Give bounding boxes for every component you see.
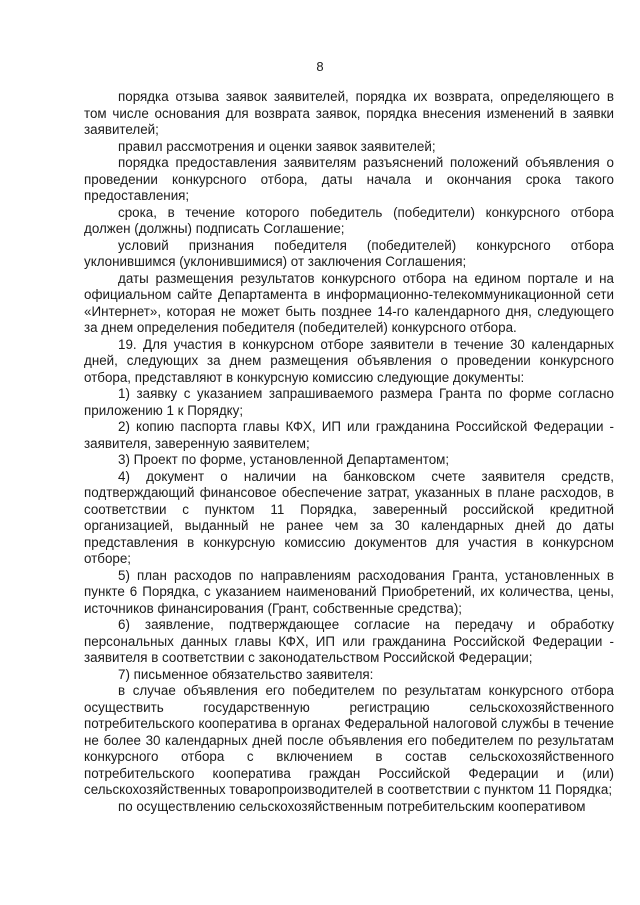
paragraph: 6) заявление, подтверждающее согласие на передачу и обработку персональных данных главы КФХ, ИП или гражданина Российской Федерации - заявителя в соответствии с законодательством Российской Федерации; — [84, 617, 614, 665]
paragraph: условий признания победителя (победителей) конкурсного отбора уклонившимся (уклонившимися) от заключения Соглашения; — [84, 237, 614, 269]
document-body — [84, 89, 614, 815]
paragraph: порядка отзыва заявок заявителей, порядка их возврата, определяющего в том числе основания для возврата заявок, порядка внесения изменений в заявки заявителей; — [84, 89, 614, 137]
paragraph: срока, в течение которого победитель (победители) конкурсного отбора должен (должны) подписать Соглашение; — [84, 204, 614, 236]
paragraph: 1) заявку с указанием запрашиваемого размера Гранта по форме согласно приложению 1 к Порядку; — [84, 386, 614, 418]
paragraph: порядка предоставления заявителям разъяснений положений объявления о проведении конкурсного отбора, даты начала и окончания срока такого предоставления; — [84, 155, 614, 203]
paragraph: 19. Для участия в конкурсном отборе заявители в течение 30 календарных дней, следующих за днем размещения объявления о проведении конкурсного отбора, представляют в конкурсную комиссию следующие документы: — [84, 336, 614, 385]
paragraph: 5) план расходов по направлениям расходования Гранта, установленных в пункте 6 Порядка, с указанием наименований Приобретений, их количества, цены, источников финансирования (Грант, собственные средства); — [84, 567, 614, 616]
page-number: 8 — [316, 59, 324, 74]
paragraph: правил рассмотрения и оценки заявок заявителей; — [118, 138, 436, 154]
paragraph: 2) копию паспорта главы КФХ, ИП или гражданина Российской Федерации - заявителя, заверенную заявителем; — [84, 419, 614, 451]
paragraph: по осуществлению сельскохозяйственным потребительским кооперативом — [118, 798, 586, 814]
paragraph: 4) документ о наличии на банковском счете заявителя средств, подтверждающий финансовое обеспечение затрат, указанных в плане расходов, в соответствии с пунктом 11 Порядка, заверенный российской кредитной организацией, выданный не ранее чем за 30 календарных дней до даты представления в конкурсную комиссию документов для участия в конкурсном отборе; — [84, 468, 614, 566]
paragraph: даты размещения результатов конкурсного отбора на едином портале и на официальном сайте Департамента в информационно-телекоммуникационной сети «Интернет», которая не может быть позднее 14-го календарного дня, следующего за днем определения победителя (победителей) конкурсного отбора. — [84, 270, 614, 335]
paragraph: в случае объявления его победителем по результатам конкурсного отбора осуществить государственную регистрацию сельскохозяйственного потребительского кооператива в органах Федеральной налоговой службы в течение не более 30 календарных дней после объявления его победителем по результатам конкурсного отбора с включением в состав сельскохозяйственного потребительского кооператива граждан Российской Федерации и (или) сельскохозяйственных товаропроизводителей в соответствии с пунктом 11 Порядка; — [84, 683, 614, 797]
paragraph: 3) Проект по форме, установленной Департаментом; — [118, 452, 450, 467]
paragraph: 7) письменное обязательство заявителя: — [118, 666, 374, 682]
